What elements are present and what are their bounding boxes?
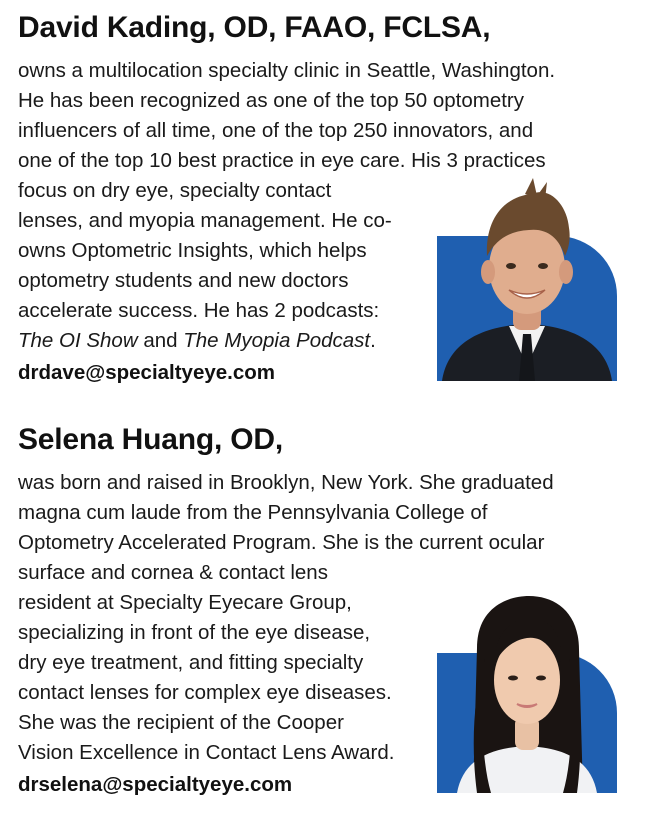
bio-line: Vision Excellence in Contact Lens Award. — [18, 741, 395, 764]
bio-line: Optometry Accelerated Program. She is the current ocular — [18, 531, 545, 554]
bio-line: magna cum laude from the Pennsylvania College of — [18, 501, 488, 524]
conjunction-text: and — [137, 329, 184, 352]
period-text: . — [370, 329, 376, 352]
bio-line: was born and raised in Brooklyn, New York. She graduated — [18, 471, 554, 494]
bio-line: influencers of all time, one of the top 250 innovators, and — [18, 119, 534, 142]
podcast-title-myopia-podcast: The Myopia Podcast — [183, 329, 371, 352]
portrait-illustration — [437, 588, 617, 793]
bio-line: He has been recognized as one of the top 50 optometry — [18, 89, 525, 112]
bio-line: She was the recipient of the Cooper — [18, 711, 344, 734]
bio-line: resident at Specialty Eyecare Group, — [18, 591, 352, 614]
email-link[interactable]: drselena@specialtyeye.com — [18, 773, 293, 796]
portrait-selena-huang — [437, 588, 617, 793]
bio-line: specializing in front of the eye disease, — [18, 621, 371, 644]
podcast-title-oi-show: The OI Show — [18, 329, 138, 352]
portrait-david-kading — [437, 176, 617, 381]
bio-line: optometry students and new doctors — [18, 269, 349, 292]
bio-line: one of the top 10 best practice in eye care. His 3 practices — [18, 149, 546, 172]
bio-line: accelerate success. He has 2 podcasts: — [18, 299, 380, 322]
bio-line: surface and cornea & contact lens — [18, 561, 328, 584]
portrait-illustration — [437, 176, 617, 381]
bio-line: lenses, and myopia management. He co- — [18, 209, 392, 232]
bio-line: dry eye treatment, and fitting specialty — [18, 651, 364, 674]
person-name: Selena Huang, OD, — [18, 423, 283, 456]
bio-line: contact lenses for complex eye diseases. — [18, 681, 392, 704]
person-name: David Kading, OD, FAAO, FCLSA, — [18, 11, 491, 44]
bio-line: owns Optometric Insights, which helps — [18, 239, 367, 262]
bio-line: owns a multilocation specialty clinic in Seattle, Washington. — [18, 59, 556, 82]
email-link[interactable]: drdave@specialtyeye.com — [18, 361, 276, 384]
bio-line: focus on dry eye, specialty contact — [18, 179, 332, 202]
